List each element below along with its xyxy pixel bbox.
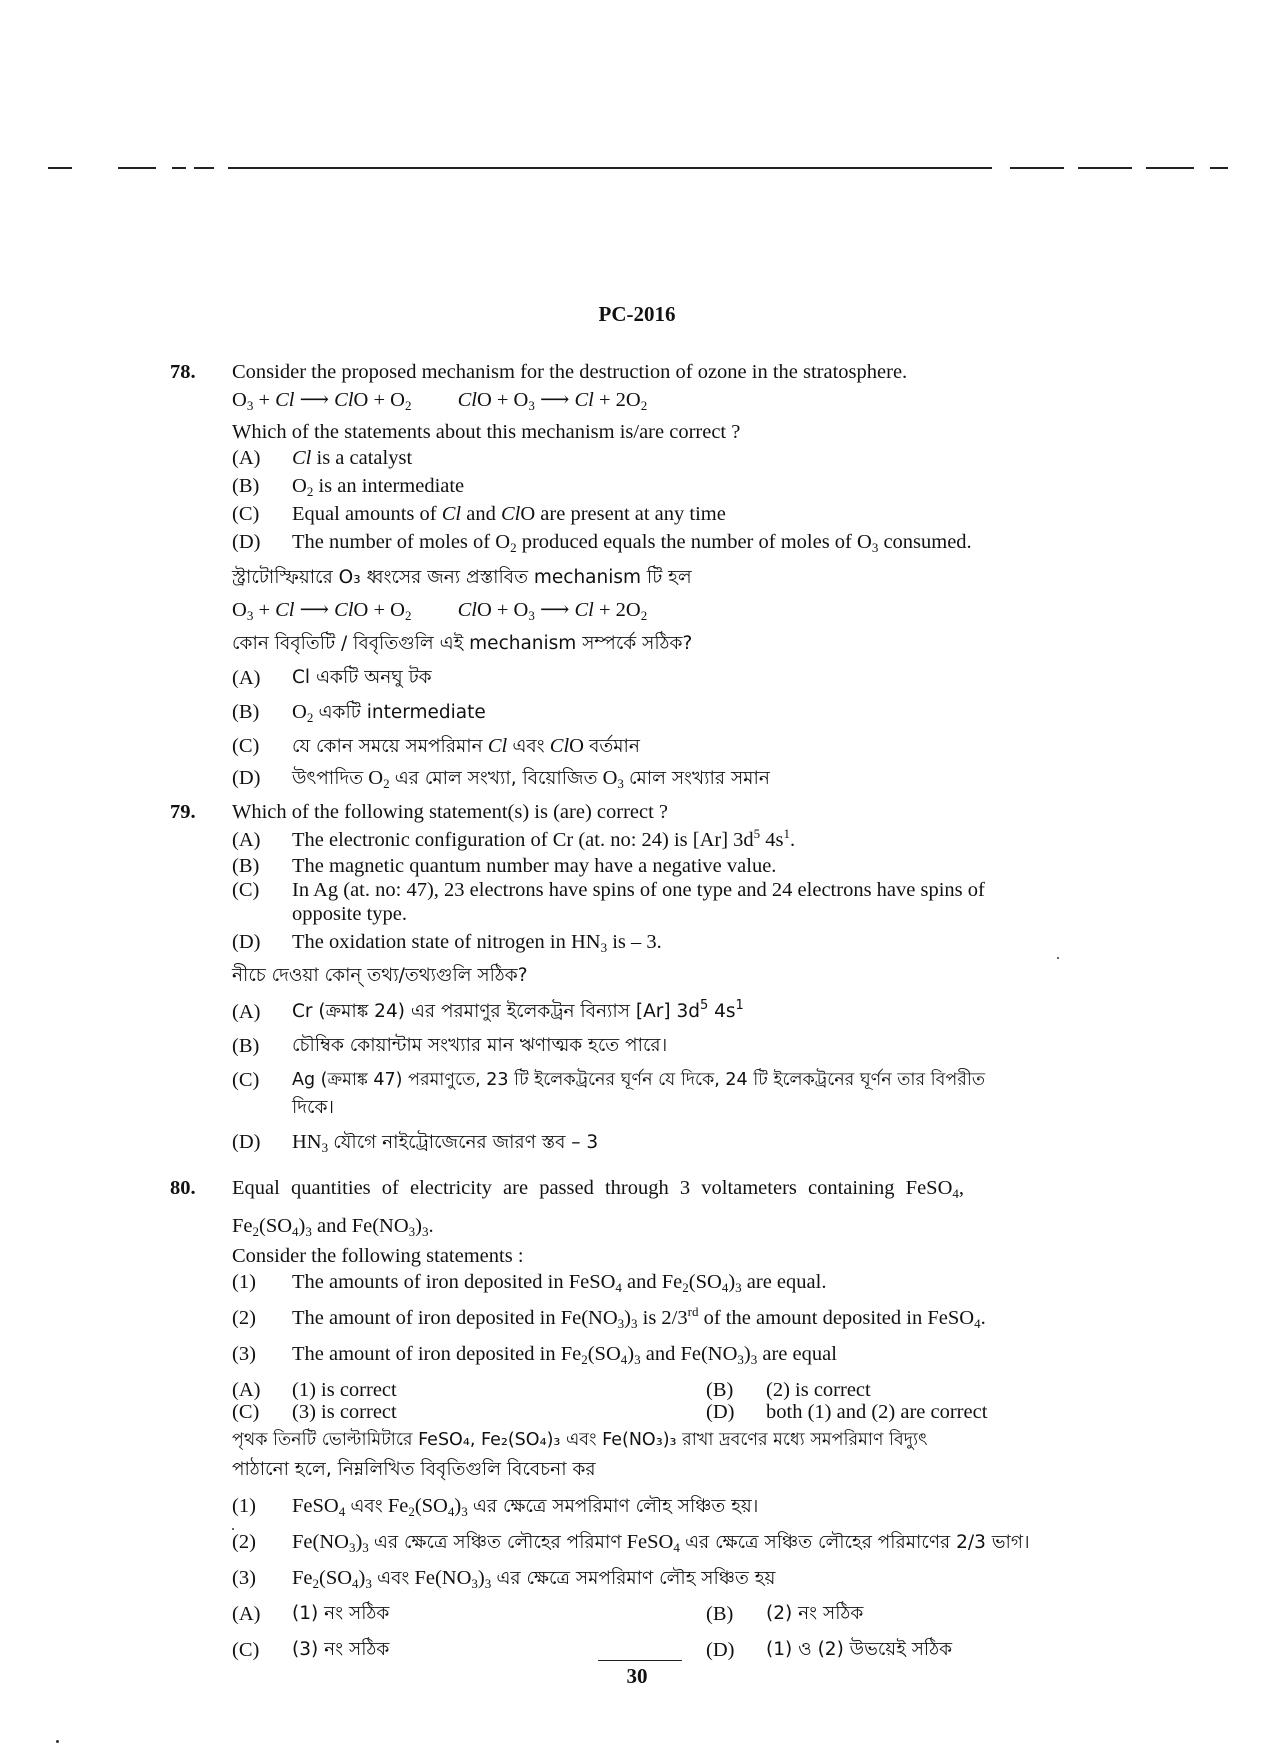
- option-key: (A): [232, 1379, 261, 1401]
- option-text: (2) নং সঠিক: [766, 1603, 864, 1624]
- option-text: The oxidation state of nitrogen in $HN_3$ is – 3.: [292, 931, 662, 955]
- bn-intro: পৃথক তিনটি ভোল্টামিটারে FeSO₄, Fe₂(SO₄)₃ এবং Fe(NO₃)₃ রাখা দ্রবণের মধ্যে সমপরিমাণ বিদ্যুৎ: [232, 1430, 928, 1450]
- option-key: (D): [232, 767, 261, 789]
- question-prompt: Which of the statements about this mechanism is/are correct ?: [232, 421, 741, 443]
- option-text: চৌম্বিক কোয়ান্টাম সংখ্যার মান ঋণাত্মক হতে পারে।: [292, 1035, 668, 1056]
- bn-prompt: কোন বিবৃতিটি / বিবৃতিগুলি এই mechanism সম্পর্কে সঠিক?: [232, 633, 693, 654]
- statement-key: (2): [232, 1531, 256, 1553]
- option-key: (B): [232, 701, 260, 723]
- option-text: $O_2$ একটি intermediate: [292, 701, 486, 725]
- statement-text: The amount of iron deposited in $Fe(NO_3)_3$ is 2/3rd of the amount deposited in FeSO$_4$.: [292, 1304, 986, 1331]
- option-key: (A): [232, 447, 261, 469]
- question-intro-cont: $Fe_2(SO_4)_3$ and $Fe(NO_3)_3$.: [232, 1215, 434, 1239]
- option-key: (C): [232, 1401, 260, 1423]
- statement-key: (3): [232, 1567, 256, 1589]
- statement-text: The amount of iron deposited in $Fe_2(SO_4)_3$ and $Fe(NO_3)_3$ are equal: [292, 1343, 837, 1367]
- option-key: (B): [706, 1379, 734, 1401]
- option-key: (D): [706, 1639, 735, 1661]
- top-rule: [172, 167, 186, 169]
- option-key: (A): [232, 1603, 261, 1625]
- option-text: উৎপাদিত $O_2$ এর মোল সংখ্যা, বিয়োজিত $O_3$ মোল সংখ্যার সমান: [292, 767, 770, 791]
- option-text-body: is a catalyst: [316, 447, 413, 469]
- option-text-cont: opposite type.: [292, 903, 408, 925]
- option-key: (D): [232, 931, 261, 953]
- option-text-body: The oxidation state of nitrogen in HN: [292, 931, 601, 953]
- statement-text: The amounts of iron deposited in FeSO$_4$ and $Fe_2(SO_4)_3$ are equal.: [292, 1271, 827, 1295]
- question-number: 79.: [170, 801, 196, 823]
- option-text-body: Cr (ক্রমাঙ্ক 24) এর পরমাণুর ইলেকট্রন বিন্যাস [Ar] 3d: [292, 1001, 700, 1022]
- option-text-body: The electronic configuration of Cr (at. no: 24) is [Ar] 3d: [292, 829, 754, 851]
- option-key: (B): [232, 855, 260, 877]
- question-number: 80.: [170, 1177, 196, 1199]
- question-intro-body: Equal quantities of electricity are passed through 3 voltameters containing: [232, 1177, 895, 1199]
- option-key: (D): [706, 1401, 735, 1423]
- option-text: (3) নং সঠিক: [292, 1639, 390, 1660]
- top-rule: [1146, 167, 1194, 169]
- option-text-body: is an intermediate: [318, 475, 465, 497]
- statement-key: (1): [232, 1271, 256, 1293]
- statement-text: $Fe_2(SO_4)_3$ এবং $Fe(NO_3)_3$ এর ক্ষেত্রে সমপরিমাণ লৌহ সঞ্চিত হয়: [292, 1567, 776, 1591]
- option-key: (D): [232, 531, 261, 553]
- question-intro: Equal quantities of electricity are passed through 3 voltameters containing FeSO$_4$,: [232, 1177, 965, 1201]
- option-text-body: একটি intermediate: [318, 702, 486, 723]
- top-rule: [228, 167, 992, 169]
- option-text: In Ag (at. no: 47), 23 electrons have spins of one type and 24 electrons have spins of: [292, 879, 985, 901]
- top-rule: [1078, 167, 1132, 169]
- option-key: (C): [232, 503, 260, 525]
- option-text: The number of moles of $O_2$ produced equals the number of moles of $O_3$ consumed.: [292, 531, 972, 555]
- bn-intro: স্ট্রাটোস্ফিয়ারে O₃ ধ্বংসের জন্য প্রস্তাবিত mechanism টি হল: [232, 567, 692, 588]
- option-key: (C): [232, 1639, 260, 1661]
- scan-speck: [56, 1740, 59, 1743]
- option-text: $HN_3$ যৌগে নাইট্রোজেনের জারণ স্তব – 3: [292, 1131, 599, 1155]
- option-key: (C): [232, 1069, 260, 1091]
- top-rule: [194, 167, 214, 169]
- option-key: (B): [232, 1035, 260, 1057]
- option-key: (C): [232, 879, 260, 901]
- top-rule: [1010, 167, 1064, 169]
- option-text: Cl is a catalyst: [292, 447, 413, 469]
- option-text: Equal amounts of Cl and ClO are present at any time: [292, 503, 726, 525]
- page-number-rule: [598, 1660, 682, 1661]
- option-text: (3) is correct: [292, 1401, 397, 1423]
- bn-prompt: নীচে দেওয়া কোন্ তথ্য/তথ্যগুলি সঠিক?: [232, 965, 528, 986]
- scan-speck: [232, 1528, 234, 1530]
- top-rule: [118, 167, 156, 169]
- reaction-equation-bn: $O_3 + Cl$ ⟶ ClO + $O_2$ ClO + $O_3$ ⟶ $Cl + 2O_2$: [232, 599, 648, 623]
- option-key: (A): [232, 1001, 261, 1023]
- option-key: (B): [232, 475, 260, 497]
- option-text: (2) is correct: [766, 1379, 871, 1401]
- option-key: (A): [232, 667, 261, 689]
- option-text: The magnetic quantum number may have a negative value.: [292, 855, 777, 877]
- bn-intro-cont: পাঠানো হলে, নিম্নলিখিত বিবৃতিগুলি বিবেচনা কর: [232, 1459, 596, 1480]
- statement-text-body: The amounts of iron deposited in: [292, 1271, 564, 1293]
- option-text-body: Equal amounts of: [292, 503, 437, 525]
- option-text: (1) ও (2) উভয়েই সঠিক: [766, 1639, 953, 1660]
- statement-key: (3): [232, 1343, 256, 1365]
- statement-text-body: এর ক্ষেত্রে সমপরিমাণ লৌহ সঞ্চিত হয়: [496, 1568, 776, 1589]
- question-intro: Consider the proposed mechanism for the destruction of ozone in the stratosphere.: [232, 361, 908, 383]
- option-text: both (1) and (2) are correct: [766, 1401, 988, 1423]
- option-text: যে কোন সময়ে সমপরিমান Cl এবং ClO বর্তমান: [292, 735, 640, 757]
- option-text: (1) নং সঠিক: [292, 1603, 390, 1624]
- statement-key: (1): [232, 1495, 256, 1517]
- top-rule: [48, 167, 72, 169]
- option-text: Cr (ক্রমাঙ্ক 24) এর পরমাণুর ইলেকট্রন বিন্যাস [Ar] $3d^5$ $4s^1$: [292, 998, 744, 1022]
- reaction-equation: $O_3 + Cl$ ⟶ ClO + $O_2$ ClO + $O_3$ ⟶ $Cl + 2O_2$: [232, 389, 648, 413]
- statement-text-body: The amount of iron deposited in: [292, 1307, 556, 1329]
- statement-text: $Fe(NO_3)_3$ এর ক্ষেত্রে সঞ্চিত লৌহের পরিমাণ FeSO$_4$ এর ক্ষেত্রে সঞ্চিত লৌহের পরিমাণের 2/3 ভাগ।: [292, 1531, 1030, 1555]
- option-key: (A): [232, 829, 261, 851]
- option-text-cont: দিকে।: [292, 1097, 335, 1118]
- option-text-body: The number of moles of: [292, 531, 491, 553]
- question-prompt: Which of the following statement(s) is (are) correct ?: [232, 801, 669, 823]
- statement-text-body: এর ক্ষেত্রে সমপরিমাণ লৌহ সঞ্চিত হয়।: [472, 1496, 759, 1517]
- option-text: $O_2$ is an intermediate: [292, 475, 465, 499]
- option-text-body: যৌগে নাইট্রোজেনের জারণ স্তব – 3: [333, 1132, 599, 1153]
- option-key: (C): [232, 735, 260, 757]
- option-text: Cl একটি অনঘু টক: [292, 667, 432, 688]
- option-text-body: উৎপাদিত: [292, 768, 364, 789]
- top-rule: [1210, 167, 1228, 169]
- option-text: Ag (ক্রমাঙ্ক 47) পরমাণুতে, 23 টি ইলেকট্রনের ঘূর্ণন যে দিকে, 24 টি ইলেকট্রনের ঘূর্ণন তার বিপরীত: [292, 1070, 986, 1090]
- statement-key: (2): [232, 1307, 256, 1329]
- question-prompt: Consider the following statements :: [232, 1245, 524, 1267]
- option-key: (B): [706, 1603, 734, 1625]
- statement-text-body: The amount of iron deposited in: [292, 1343, 556, 1365]
- option-text: (1) is correct: [292, 1379, 397, 1401]
- question-number: 78.: [170, 361, 196, 383]
- statement-text-body: এর ক্ষেত্রে সঞ্চিত লৌহের পরিমাণ: [373, 1532, 622, 1553]
- page-code: PC-2016: [598, 302, 676, 326]
- option-key: (D): [232, 1131, 261, 1153]
- option-text: The electronic configuration of Cr (at. no: 24) is [Ar] $3d^5$ $4s^1$.: [292, 826, 796, 851]
- scan-speck: [1057, 957, 1059, 959]
- statement-text: FeSO$_4$ এবং $Fe_2(SO_4)_3$ এর ক্ষেত্রে সমপরিমাণ লৌহ সঞ্চিত হয়।: [292, 1495, 759, 1519]
- option-text-body: যে কোন সময়ে সমপরিমান: [292, 736, 483, 757]
- page-number: 30: [626, 1664, 648, 1688]
